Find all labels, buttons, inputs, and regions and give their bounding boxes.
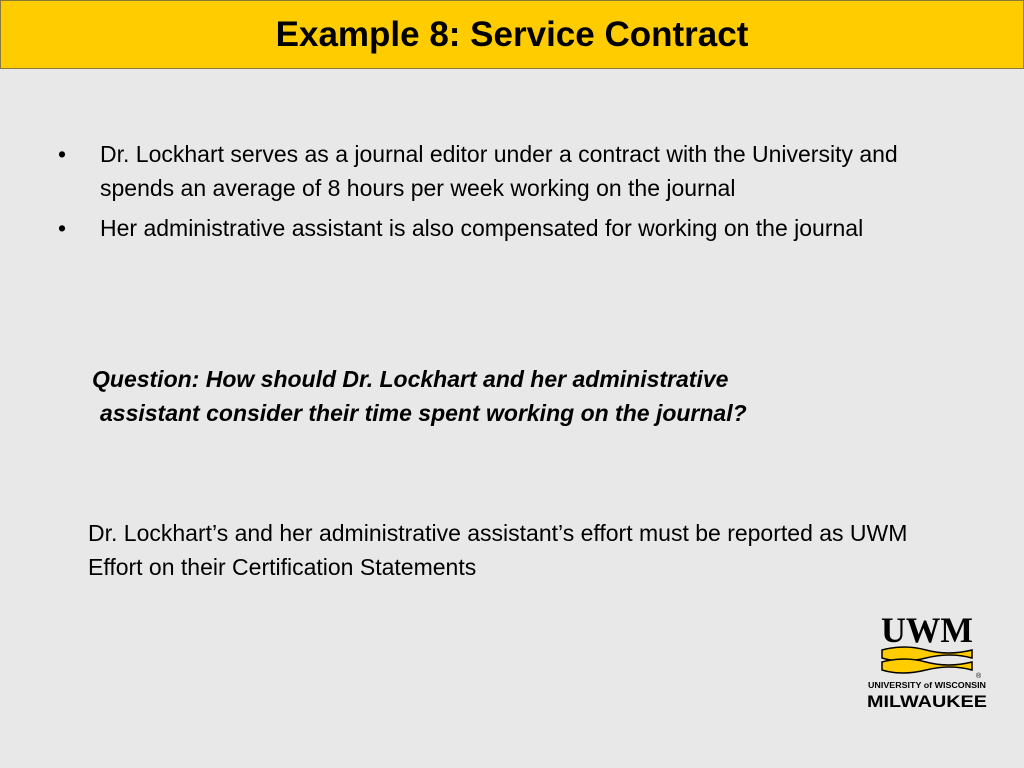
logo-stripe-2 <box>882 659 972 673</box>
uwm-logo <box>864 608 990 712</box>
bullet-symbol: • <box>58 215 67 241</box>
logo-registered-mark: ® <box>976 673 982 680</box>
bullet-text: Dr. Lockhart serves as a journal editor under a contract with the University and spends an average of 8 hours per week working on the journal <box>100 141 898 201</box>
bullet-text: Her administrative assistant is also compensated for working on the journal <box>100 215 864 241</box>
title-bar <box>0 0 1024 69</box>
logo-city: MILWAUKEE <box>867 692 987 711</box>
question-text <box>92 362 932 430</box>
bullet-item <box>58 137 958 205</box>
bullet-symbol: • <box>58 141 67 167</box>
question-line-1: Question: How should Dr. Lockhart and her administrative <box>92 366 729 392</box>
logo-subtitle: UNIVERSITY of WISCONSIN <box>868 681 987 690</box>
bullet-item <box>58 211 958 245</box>
bullet-list <box>58 137 958 251</box>
question-line-2: assistant consider their time spent working on the journal? <box>100 400 747 426</box>
answer-text: Dr. Lockhart’s and her administrative assistant’s effort must be reported as UWM Effort on their Certification Statements <box>88 520 908 580</box>
logo-wordmark: UWM <box>881 610 973 650</box>
slide-title: Example 8: Service Contract <box>275 14 749 54</box>
